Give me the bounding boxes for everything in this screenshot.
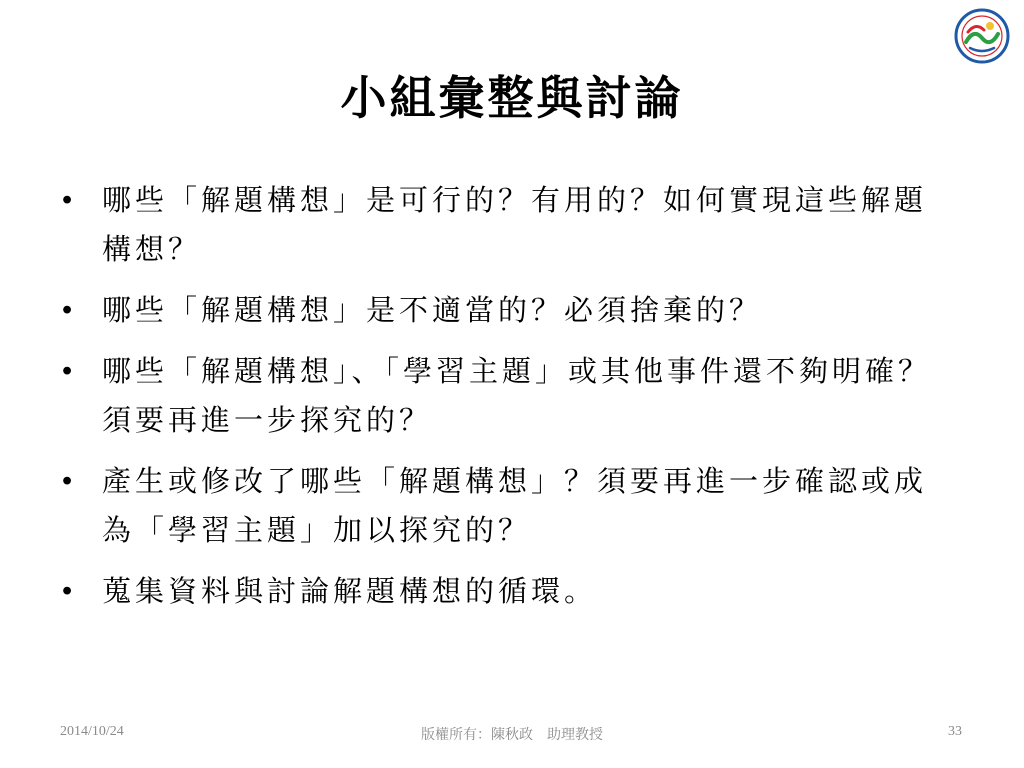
bullet-dot-icon: •: [62, 465, 77, 497]
footer-date: 2014/10/24: [60, 724, 124, 739]
bullet-text: 哪些「解題構想」、「學習主題」或其他事件還不夠明確？須要再進一步探究的？: [102, 354, 932, 437]
bullet-text: 哪些「解題構想」是可行的？有用的？如何實現這些解題構想？: [102, 183, 928, 266]
university-logo-icon: [950, 8, 1014, 64]
bullet-item: [58, 176, 958, 274]
footer-page-number: 33: [948, 724, 962, 739]
bullet-item: [58, 286, 958, 335]
bullet-item: [58, 567, 958, 616]
bullet-dot-icon: •: [62, 575, 77, 607]
bullet-text: 哪些「解題構想」是不適當的？必須捨棄的？: [102, 293, 763, 327]
footer-copyright: 版權所有：陳秋政 助理教授: [421, 727, 603, 743]
bullet-item: [58, 457, 958, 555]
slide-title: 小組彙整與討論: [340, 71, 684, 125]
bullet-list: [58, 176, 958, 628]
bullet-dot-icon: •: [62, 294, 77, 326]
bullet-dot-icon: •: [62, 184, 77, 216]
bullet-item: [58, 347, 958, 445]
bullet-text: 蒐集資料與討論解題構想的循環。: [102, 574, 598, 608]
bullet-text: 產生或修改了哪些「解題構想」？須要再進一步確認或成為「學習主題」加以探究的？: [102, 464, 928, 547]
bullet-dot-icon: •: [62, 355, 77, 387]
